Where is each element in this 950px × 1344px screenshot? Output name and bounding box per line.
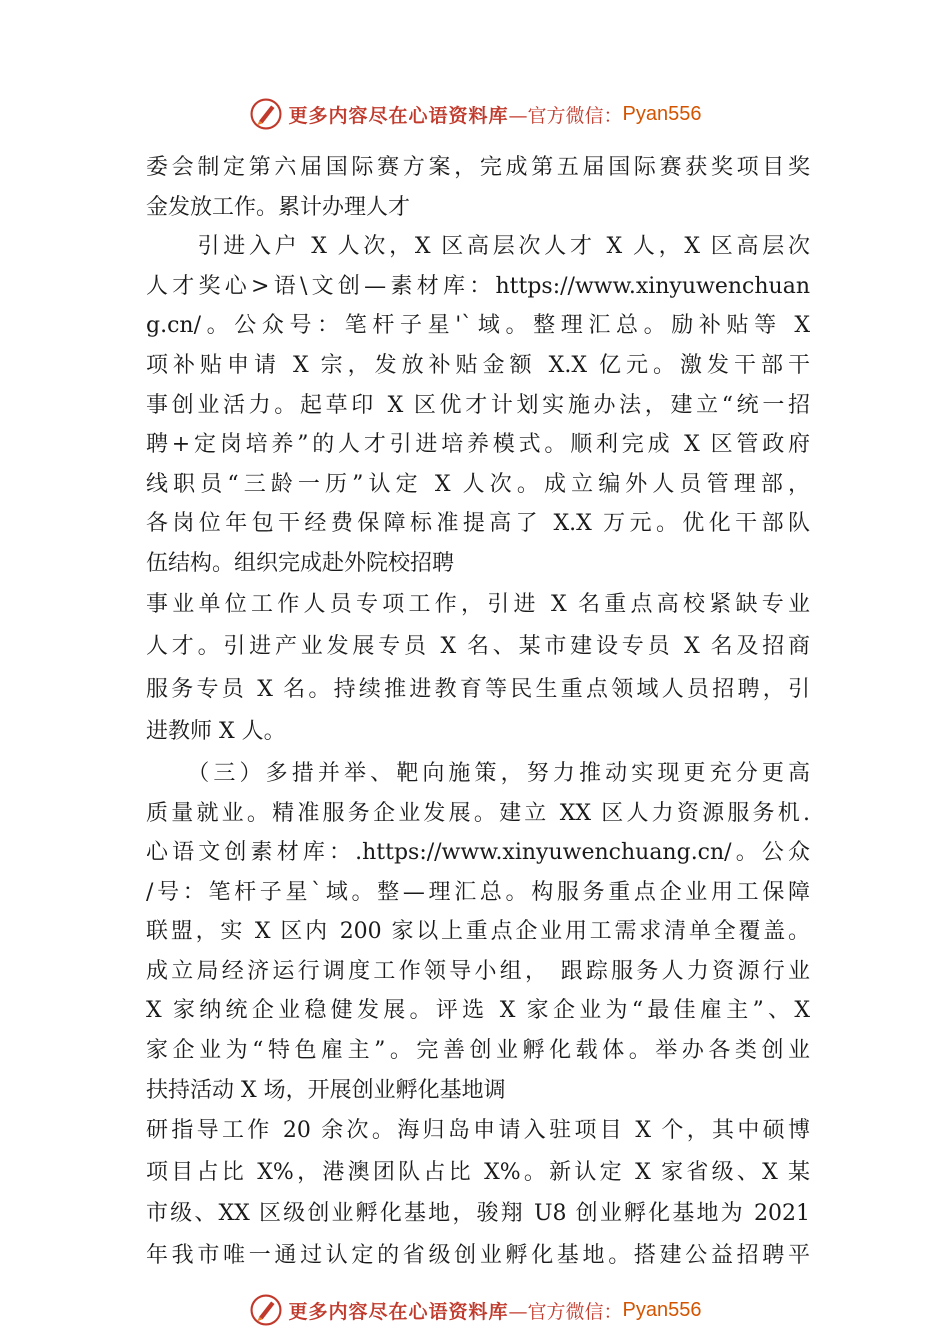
document-body <box>146 148 810 1277</box>
text-line: g.cn/。公众号：笔杆子星'`域。整理汇总。励补贴等 X <box>146 313 810 339</box>
text-line: 线职员“三龄一历”认定 X 人次。成立编外人员管理部， <box>146 471 810 497</box>
text-line: 伍结构。组织完成赴外院校招聘 <box>146 550 455 576</box>
text-line: 年我市唯一通过认定的省级创业孵化基地。搭建公益招聘平 <box>146 1243 810 1269</box>
text-line: 委会制定第六届国际赛方案，完成第五届国际赛获奖项目奖 <box>146 155 810 180</box>
footer-banner-title: 更多内容尽在心语资料库 <box>288 1300 509 1323</box>
pen-logo-icon <box>249 97 283 131</box>
text-line: 项补贴申请 X 宗，发放补贴金额 X.X 亿元。激发干部干 <box>146 352 810 378</box>
text-line: 质量就业。精准服务企业发展。建立 XX 区人力资源服务机. <box>146 800 810 826</box>
text-line: 聘+定岗培养”的人才引进培养模式。顺利完成 X 区管政府 <box>146 432 810 458</box>
text-line: 研指导工作 20 余次。海归岛申请入驻项目 X 个，其中硕博 <box>146 1118 810 1144</box>
footer-banner-separator: —官方微信： <box>508 1300 623 1323</box>
footer-banner <box>0 1290 950 1330</box>
header-banner-wechat-id: Pyan556 <box>622 102 702 125</box>
text-line: 人才。引进产业发展专员 X 名、某市建设专员 X 名及招商 <box>146 634 810 660</box>
text-line: 引进入户 X 人次，X 区高层次人才 X 人，X 区高层次 <box>146 234 810 260</box>
text-line: 扶持活动 X 场，开展创业孵化基地调 <box>146 1077 506 1103</box>
text-line: /号：笔杆子星`域。整—理汇总。构服务重点企业用工保障 <box>146 879 810 905</box>
header-banner-title: 更多内容尽在心语资料库 <box>288 104 509 127</box>
pen-logo-icon <box>249 1293 283 1327</box>
text-line: 事创业活力。起草印 X 区优才计划实施办法，建立“统一招 <box>146 392 810 418</box>
text-line: 项目占比 X%，港澳团队占比 X%。新认定 X 家省级、X 某 <box>146 1159 810 1185</box>
footer-banner-wechat-id: Pyan556 <box>622 1298 702 1321</box>
text-line: 事业单位工作人员专项工作，引进 X 名重点高校紧缺专业 <box>146 591 810 617</box>
text-line: 服务专员 X 名。持续推进教育等民生重点领域人员招聘，引 <box>146 676 810 702</box>
text-line: （三）多措并举、靶向施策，努力推动实现更充分更高 <box>146 760 810 786</box>
header-banner-separator: —官方微信： <box>508 104 623 127</box>
text-line: 金发放工作。累计办理人才 <box>146 194 411 220</box>
text-line: 各岗位年包干经费保障标准提高了 X.X 万元。优化干部队 <box>146 511 810 537</box>
text-line: 人才奖心>语\文创—素材库：https://www.xinyuwenchuan <box>146 273 810 299</box>
text-line: X 家纳统企业稳健发展。评选 X 家企业为“最佳雇主”、X <box>146 998 810 1024</box>
header-banner <box>0 94 950 134</box>
text-line: 进教师 X 人。 <box>146 719 286 745</box>
text-line: 联盟，实 X 区内 200 家以上重点企业用工需求清单全覆盖。 <box>146 919 810 945</box>
text-line: 成立局经济运行调度工作领导小组， 跟踪服务人力资源行业 <box>146 958 810 984</box>
text-line: 心语文创素材库：.https://www.xinyuwenchuang.cn/。公众 <box>146 840 810 866</box>
text-line: 家企业为“特色雇主”。完善创业孵化载体。举办各类创业 <box>146 1038 810 1064</box>
text-line: 市级、XX 区级创业孵化基地，骏翔 U8 创业孵化基地为 2021 <box>146 1201 810 1227</box>
